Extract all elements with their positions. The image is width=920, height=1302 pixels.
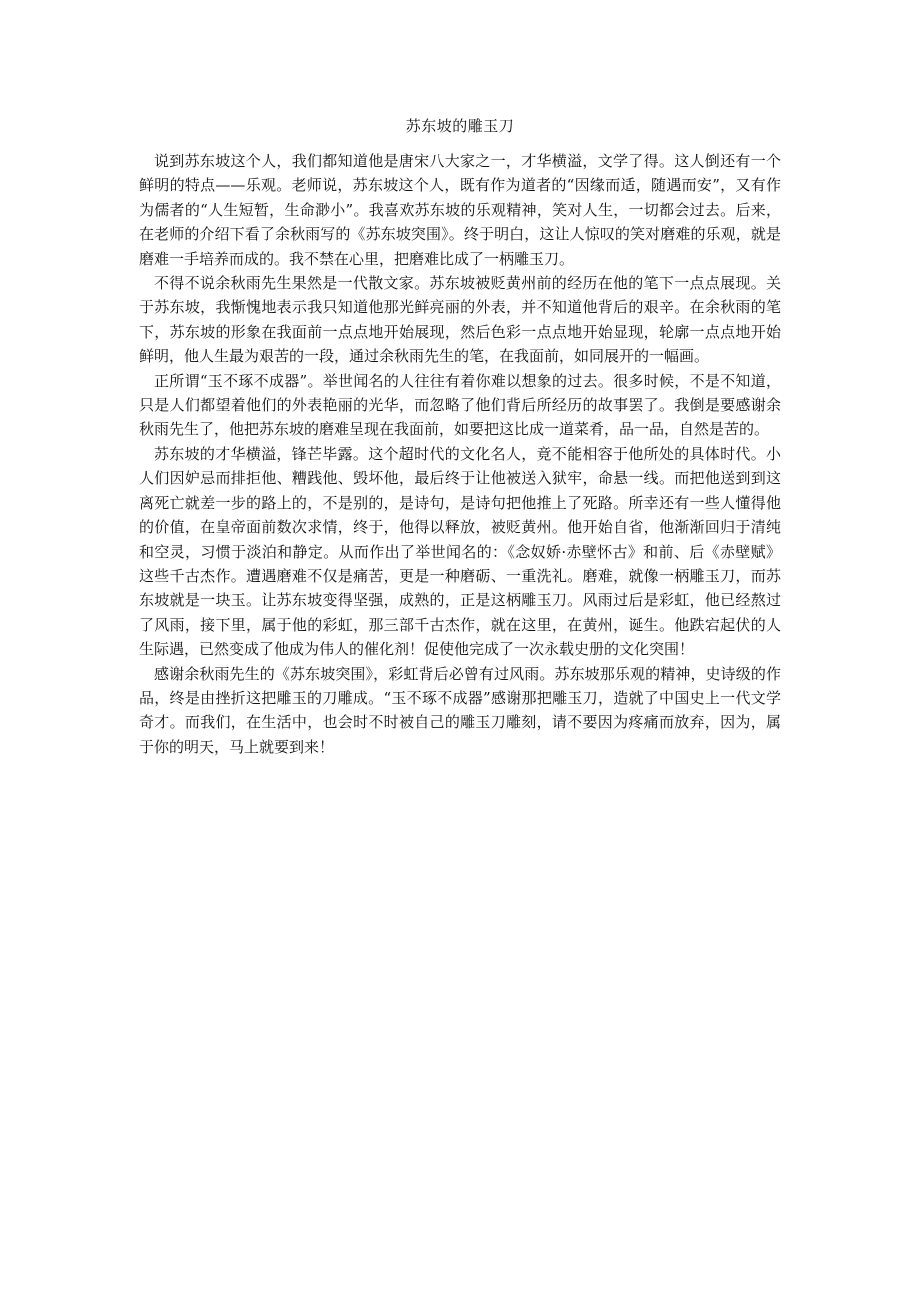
paragraph-1: 说到苏东坡这个人，我们都知道他是唐宋八大家之一，才华横溢，文学了得。这人倒还有一个鲜明的特点——乐观。老师说，苏东坡这个人，既有作为道者的“因缘而适，随遇而安”，又有作为儒者的“人生短暂，生命渺小”。我喜欢苏东坡的乐观精神，笑对人生，一切都会过去。后来，在老师的介绍下看了余秋雨写的《苏东坡突围》。终于明白，这让人惊叹的笑对磨难的乐观，就是磨难一手培养而成的。我不禁在心里，把磨难比成了一柄雕玉刀。 (139, 152, 781, 268)
paragraph-3: 正所谓“玉不琢不成器”。举世闻名的人往往有着你难以想象的过去。很多时候，不是不知道，只是人们都望着他们的外表艳丽的光华，而忽略了他们背后所经历的故事罢了。我倒是要感谢余秋雨先生了，他把苏东坡的磨难呈现在我面前，如要把这比成一道菜肴，品一品，自然是苦的。 (139, 371, 781, 439)
document-body (139, 149, 781, 759)
paragraph-4: 苏东坡的才华横溢，锋芒毕露。这个超时代的文化名人，竟不能相容于他所处的具体时代。小人们因妒忌而排拒他、糟践他、毁坏他，最后终于让他被送入狱牢，命悬一线。而把他送到到这离死亡就差一步的路上的，不是别的，是诗句，是诗句把他推上了死路。所幸还有一些人懂得他的价值，在皇帝面前数次求情，终于，他得以释放，被贬黄州。他开始自省，他渐渐回归于清纯和空灵，习惯于淡泊和静定。从而作出了举世闻名的：《念奴娇·赤壁怀古》和前、后《赤壁赋》这些千古杰作。遭遇磨难不仅是痛苦，更是一种磨砺、一重洗礼。磨难，就像一柄雕玉刀，而苏东坡就是一块玉。让苏东坡变得坚强，成熟的，正是这柄雕玉刀。风雨过后是彩虹，他已经熬过了风雨，接下里，属于他的彩虹，那三部千古杰作，就在这里，在黄州，诞生。他跌宕起伏的人生际遇，已然变成了他成为伟人的催化剂！促使他完成了一次永载史册的文化突围！ (139, 444, 781, 659)
document-title: 苏东坡的雕玉刀 (405, 117, 515, 135)
paragraph-5: 感谢余秋雨先生的《苏东坡突围》，彩虹背后必曾有过风雨。苏东坡那乐观的精神，史诗级的作品，终是由挫折这把雕玉的刀雕成。“玉不琢不成器”感谢那把雕玉刀，造就了中国史上一代文学奇才。而我们，在生活中，也会时不时被自己的雕玉刀雕刻，请不要因为疼痛而放弃，因为，属于你的明天，马上就要到来！ (139, 664, 781, 756)
paragraph-2: 不得不说余秋雨先生果然是一代散文家。苏东坡被贬黄州前的经历在他的笔下一点点展现。关于苏东坡，我惭愧地表示我只知道他那光鲜亮丽的外表，并不知道他背后的艰辛。在余秋雨的笔下，苏东坡的形象在我面前一点点地开始展现，然后色彩一点点地开始显现，轮廓一点点地开始鲜明，他人生最为艰苦的一段，通过余秋雨先生的笔，在我面前，如同展开的一幅画。 (139, 274, 781, 366)
